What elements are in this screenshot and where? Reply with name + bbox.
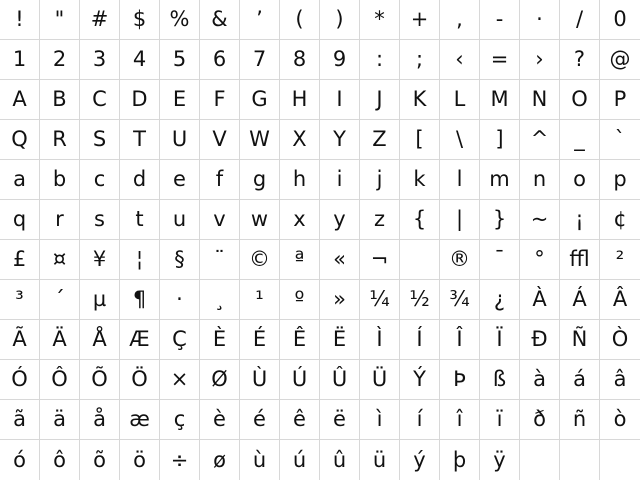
glyph-cell[interactable]: º <box>280 280 320 320</box>
glyph-cell[interactable]: { <box>400 200 440 240</box>
glyph-cell[interactable]: n <box>520 160 560 200</box>
glyph-cell[interactable]: · <box>520 0 560 40</box>
glyph-cell[interactable]: [ <box>400 120 440 160</box>
glyph-cell[interactable]: " <box>40 0 80 40</box>
glyph-cell[interactable]: a <box>0 160 40 200</box>
glyph-cell[interactable]: ` <box>600 120 640 160</box>
glyph-cell[interactable]: $ <box>120 0 160 40</box>
glyph-cell[interactable]: F <box>200 80 240 120</box>
glyph-cell[interactable]: Ý <box>400 360 440 400</box>
glyph-cell[interactable]: ¯ <box>480 240 520 280</box>
glyph-cell[interactable]: ® <box>440 240 480 280</box>
glyph-cell[interactable]: * <box>360 0 400 40</box>
glyph-cell[interactable]: q <box>0 200 40 240</box>
glyph-cell[interactable]: ¼ <box>360 280 400 320</box>
glyph-cell[interactable]: í <box>400 400 440 440</box>
glyph-cell[interactable]: A <box>0 80 40 120</box>
glyph-cell[interactable]: e <box>160 160 200 200</box>
glyph-cell[interactable]: ¾ <box>440 280 480 320</box>
glyph-cell[interactable]: m <box>480 160 520 200</box>
glyph-cell[interactable]: R <box>40 120 80 160</box>
glyph-cell[interactable]: % <box>160 0 200 40</box>
glyph-cell[interactable]: Ü <box>360 360 400 400</box>
glyph-cell[interactable] <box>600 440 640 480</box>
glyph-cell[interactable]: ´ <box>40 280 80 320</box>
glyph-cell[interactable]: Æ <box>120 320 160 360</box>
glyph-cell[interactable]: S <box>80 120 120 160</box>
glyph-cell[interactable]: I <box>320 80 360 120</box>
glyph-cell[interactable]: ù <box>240 440 280 480</box>
glyph-cell[interactable]: Á <box>560 280 600 320</box>
glyph-cell[interactable]: f <box>200 160 240 200</box>
glyph-cell[interactable]: æ <box>120 400 160 440</box>
glyph-cell[interactable]: 1 <box>0 40 40 80</box>
glyph-cell[interactable]: ê <box>280 400 320 440</box>
glyph-cell[interactable]: È <box>200 320 240 360</box>
glyph-cell[interactable]: p <box>600 160 640 200</box>
glyph-cell[interactable]: c <box>80 160 120 200</box>
glyph-cell[interactable]: ( <box>280 0 320 40</box>
glyph-cell[interactable]: h <box>280 160 320 200</box>
glyph-cell[interactable]: x <box>280 200 320 240</box>
glyph-cell[interactable]: ¢ <box>600 200 640 240</box>
glyph-cell[interactable]: 9 <box>320 40 360 80</box>
glyph-cell[interactable]: » <box>320 280 360 320</box>
glyph-cell[interactable]: ° <box>520 240 560 280</box>
glyph-cell[interactable]: J <box>360 80 400 120</box>
glyph-cell[interactable]: ¶ <box>120 280 160 320</box>
glyph-cell[interactable]: ; <box>400 40 440 80</box>
glyph-cell[interactable]: ð <box>520 400 560 440</box>
glyph-cell[interactable]: Ë <box>320 320 360 360</box>
glyph-cell[interactable]: C <box>80 80 120 120</box>
glyph-cell[interactable]: = <box>480 40 520 80</box>
glyph-cell[interactable]: Q <box>0 120 40 160</box>
glyph-cell[interactable]: · <box>160 280 200 320</box>
glyph-cell[interactable]: t <box>120 200 160 240</box>
glyph-cell[interactable]: K <box>400 80 440 120</box>
glyph-cell[interactable]: § <box>160 240 200 280</box>
glyph-cell[interactable]: Ø <box>200 360 240 400</box>
glyph-cell[interactable]: ¦ <box>120 240 160 280</box>
glyph-cell[interactable]: À <box>520 280 560 320</box>
glyph-cell[interactable]: y <box>320 200 360 240</box>
glyph-cell[interactable]: ä <box>40 400 80 440</box>
glyph-cell[interactable]: - <box>480 0 520 40</box>
glyph-cell[interactable]: ¥ <box>80 240 120 280</box>
glyph-cell[interactable]: ³ <box>0 280 40 320</box>
glyph-cell[interactable]: 5 <box>160 40 200 80</box>
glyph-cell[interactable]: , <box>440 0 480 40</box>
glyph-cell[interactable]: 7 <box>240 40 280 80</box>
glyph-cell[interactable]: O <box>560 80 600 120</box>
glyph-cell[interactable]: © <box>240 240 280 280</box>
glyph-cell[interactable]: ß <box>480 360 520 400</box>
glyph-cell[interactable]: ø <box>200 440 240 480</box>
glyph-cell[interactable]: Ç <box>160 320 200 360</box>
glyph-cell[interactable]: E <box>160 80 200 120</box>
glyph-cell[interactable]: v <box>200 200 240 240</box>
glyph-cell[interactable]: å <box>80 400 120 440</box>
glyph-cell[interactable]: : <box>360 40 400 80</box>
glyph-cell[interactable]: û <box>320 440 360 480</box>
glyph-cell[interactable]: ½ <box>400 280 440 320</box>
glyph-cell[interactable]: i <box>320 160 360 200</box>
glyph-cell[interactable]: l <box>440 160 480 200</box>
glyph-cell[interactable]: } <box>480 200 520 240</box>
glyph-cell[interactable]: ¿ <box>480 280 520 320</box>
glyph-cell[interactable]: ÷ <box>160 440 200 480</box>
glyph-cell[interactable]: 4 <box>120 40 160 80</box>
glyph-cell[interactable]: U <box>160 120 200 160</box>
glyph-cell[interactable]: o <box>560 160 600 200</box>
glyph-cell[interactable]: î <box>440 400 480 440</box>
glyph-cell[interactable]: 3 <box>80 40 120 80</box>
glyph-cell[interactable]: ë <box>320 400 360 440</box>
glyph-cell[interactable]: ² <box>600 240 640 280</box>
glyph-cell[interactable]: « <box>320 240 360 280</box>
glyph-cell[interactable]: r <box>40 200 80 240</box>
glyph-cell[interactable]: é <box>240 400 280 440</box>
glyph-cell[interactable]: ~ <box>520 200 560 240</box>
glyph-cell[interactable]: Ú <box>280 360 320 400</box>
glyph-cell[interactable]: ^ <box>520 120 560 160</box>
glyph-cell[interactable]: ) <box>320 0 360 40</box>
glyph-cell[interactable] <box>560 440 600 480</box>
glyph-cell[interactable]: Ì <box>360 320 400 360</box>
glyph-cell[interactable]: × <box>160 360 200 400</box>
glyph-cell[interactable]: M <box>480 80 520 120</box>
glyph-cell[interactable] <box>400 240 440 280</box>
glyph-cell[interactable]: Ê <box>280 320 320 360</box>
glyph-cell[interactable]: w <box>240 200 280 240</box>
glyph-cell[interactable]: ç <box>160 400 200 440</box>
glyph-cell[interactable]: É <box>240 320 280 360</box>
glyph-cell[interactable]: á <box>560 360 600 400</box>
glyph-cell[interactable]: þ <box>440 440 480 480</box>
glyph-cell[interactable]: z <box>360 200 400 240</box>
glyph-cell[interactable]: ﬄ <box>560 240 600 280</box>
glyph-cell[interactable]: G <box>240 80 280 120</box>
glyph-cell[interactable]: Û <box>320 360 360 400</box>
glyph-cell[interactable]: 8 <box>280 40 320 80</box>
glyph-cell[interactable]: ï <box>480 400 520 440</box>
glyph-cell[interactable]: ! <box>0 0 40 40</box>
glyph-cell[interactable]: P <box>600 80 640 120</box>
glyph-cell[interactable]: B <box>40 80 80 120</box>
glyph-cell[interactable]: Î <box>440 320 480 360</box>
glyph-cell[interactable]: H <box>280 80 320 120</box>
glyph-cell[interactable]: ] <box>480 120 520 160</box>
glyph-cell[interactable]: Ó <box>0 360 40 400</box>
glyph-cell[interactable]: 0 <box>600 0 640 40</box>
glyph-cell[interactable]: Í <box>400 320 440 360</box>
glyph-cell[interactable]: Ñ <box>560 320 600 360</box>
glyph-cell[interactable]: ö <box>120 440 160 480</box>
glyph-cell[interactable]: ì <box>360 400 400 440</box>
glyph-cell[interactable]: j <box>360 160 400 200</box>
glyph-cell[interactable]: Ã <box>0 320 40 360</box>
glyph-cell[interactable]: Ä <box>40 320 80 360</box>
glyph-cell[interactable]: ¡ <box>560 200 600 240</box>
glyph-cell[interactable]: 2 <box>40 40 80 80</box>
glyph-cell[interactable]: Ô <box>40 360 80 400</box>
glyph-cell[interactable]: ª <box>280 240 320 280</box>
glyph-cell[interactable]: b <box>40 160 80 200</box>
glyph-cell[interactable]: ô <box>40 440 80 480</box>
glyph-cell[interactable]: ¸ <box>200 280 240 320</box>
glyph-cell[interactable]: µ <box>80 280 120 320</box>
glyph-cell[interactable]: ¬ <box>360 240 400 280</box>
glyph-cell[interactable]: ¨ <box>200 240 240 280</box>
glyph-cell[interactable]: ‹ <box>440 40 480 80</box>
glyph-cell[interactable]: ? <box>560 40 600 80</box>
glyph-cell[interactable]: D <box>120 80 160 120</box>
glyph-cell[interactable]: X <box>280 120 320 160</box>
glyph-cell[interactable]: › <box>520 40 560 80</box>
glyph-cell[interactable]: Õ <box>80 360 120 400</box>
glyph-cell[interactable] <box>520 440 560 480</box>
glyph-cell[interactable]: | <box>440 200 480 240</box>
glyph-cell[interactable]: Ï <box>480 320 520 360</box>
glyph-cell[interactable]: & <box>200 0 240 40</box>
glyph-cell[interactable]: # <box>80 0 120 40</box>
glyph-cell[interactable]: ü <box>360 440 400 480</box>
glyph-cell[interactable]: V <box>200 120 240 160</box>
glyph-cell[interactable]: ò <box>600 400 640 440</box>
glyph-cell[interactable]: ã <box>0 400 40 440</box>
glyph-cell[interactable]: ñ <box>560 400 600 440</box>
glyph-cell[interactable]: k <box>400 160 440 200</box>
glyph-cell[interactable]: d <box>120 160 160 200</box>
glyph-cell[interactable]: ’ <box>240 0 280 40</box>
glyph-cell[interactable]: £ <box>0 240 40 280</box>
glyph-cell[interactable]: Ö <box>120 360 160 400</box>
glyph-cell[interactable]: u <box>160 200 200 240</box>
glyph-cell[interactable]: â <box>600 360 640 400</box>
glyph-cell[interactable]: Z <box>360 120 400 160</box>
glyph-cell[interactable]: à <box>520 360 560 400</box>
glyph-cell[interactable]: T <box>120 120 160 160</box>
glyph-cell[interactable]: @ <box>600 40 640 80</box>
glyph-cell[interactable]: Ð <box>520 320 560 360</box>
glyph-cell[interactable]: L <box>440 80 480 120</box>
glyph-cell[interactable]: / <box>560 0 600 40</box>
glyph-cell[interactable]: ý <box>400 440 440 480</box>
glyph-cell[interactable]: _ <box>560 120 600 160</box>
glyph-cell[interactable]: + <box>400 0 440 40</box>
glyph-cell[interactable]: ¤ <box>40 240 80 280</box>
glyph-cell[interactable]: Ù <box>240 360 280 400</box>
glyph-cell[interactable]: ú <box>280 440 320 480</box>
glyph-cell[interactable]: ¹ <box>240 280 280 320</box>
glyph-cell[interactable]: Y <box>320 120 360 160</box>
glyph-cell[interactable]: Þ <box>440 360 480 400</box>
glyph-cell[interactable]: ó <box>0 440 40 480</box>
glyph-cell[interactable]: \ <box>440 120 480 160</box>
glyph-cell[interactable]: Â <box>600 280 640 320</box>
glyph-cell[interactable]: 6 <box>200 40 240 80</box>
glyph-cell[interactable]: s <box>80 200 120 240</box>
glyph-cell[interactable]: Ò <box>600 320 640 360</box>
glyph-cell[interactable]: g <box>240 160 280 200</box>
glyph-cell[interactable]: ÿ <box>480 440 520 480</box>
glyph-cell[interactable]: Å <box>80 320 120 360</box>
glyph-cell[interactable]: è <box>200 400 240 440</box>
glyph-cell[interactable]: õ <box>80 440 120 480</box>
glyph-cell[interactable]: N <box>520 80 560 120</box>
glyph-cell[interactable]: W <box>240 120 280 160</box>
